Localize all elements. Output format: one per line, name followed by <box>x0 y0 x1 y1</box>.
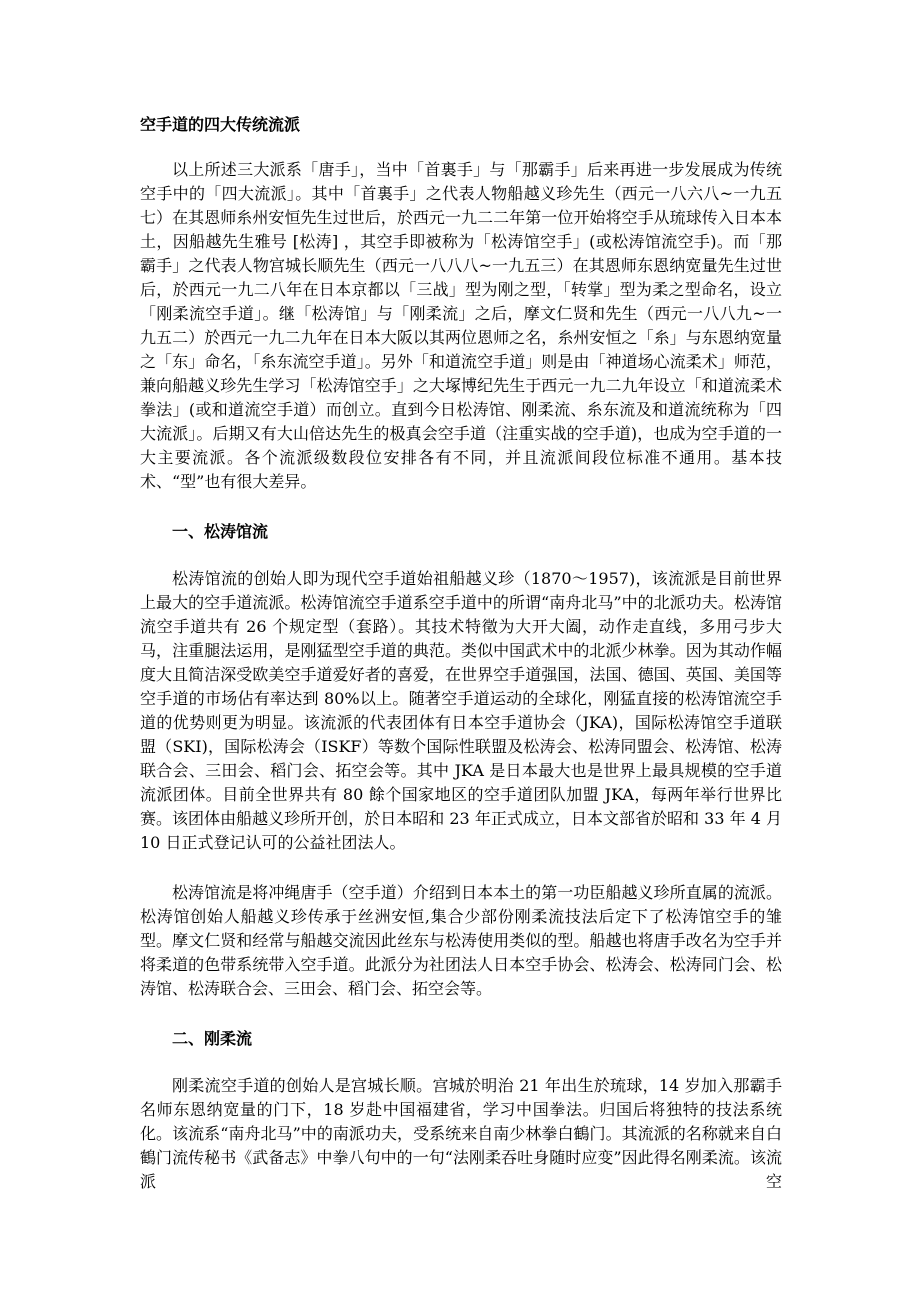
shotokan-paragraph-2: 松涛馆流是将冲绳唐手（空手道）介绍到日本本土的第一功臣船越义珍所直属的流派。松涛馆创始人船越义珍传承于丝洲安恒,集合少部份刚柔流技法后定下了松涛馆空手的雏型。摩文仁贤和经常与船越交流因此丝东与松涛使用类似的型。船越也将唐手改名为空手并将柔道的色带系统带入空手道。此派分为社团法人日本空手协会、松涛会、松涛同门会、松涛馆、松涛联合会、三田会、稻门会、拓空会等。 <box>140 883 782 998</box>
section-shotokan <box>140 520 782 1001</box>
document-title: 空手道的四大传统流派 <box>140 115 301 134</box>
shotokan-paragraph-1: 松涛馆流的创始人即为现代空手道始祖船越义珍（1870～1957)，该流派是目前世界上最大的空手道流派。松涛馆流空手道系空手道中的所谓“南舟北马”中的北派功夫。松涛馆流空手道共有 26 个规定型（套路）。其技术特徵为大开大阖，动作走直线，多用弓步大马，注重腿法运用，是刚猛型空手道的典范。类似中国武术中的北派少林拳。因为其动作幅度大且简洁深受欧美空手道爱好者的喜爱，在世界空手道强国，法国、德国、英国、美国等空手道的市场佔有率达到 80%以上。随著空手道运动的全球化，刚猛直接的松涛馆流空手道的优势则更为明显。该流派的代表团体有日本空手道协会（JKA)，国际松涛馆空手道联盟（SKI)，国际松涛会（ISKF）等数个国际性联盟及松涛会、松涛同盟会、松涛馆、松涛联合会、三田会、稻门会、拓空会等。其中 JKA 是日本最大也是世界上最具规模的空手道流派团体。目前全世界共有 80 餘个国家地区的空手道团队加盟 JKA，每两年举行世界比赛。该团体由船越义珍所开创，於日本昭和 23 年正式成立，日本文部省於昭和 33 年 4 月 10 日正式登记认可的公益社团法人。 <box>140 569 782 852</box>
section-heading-shotokan: 一、松涛馆流 <box>172 522 269 541</box>
intro-paragraph: 以上所述三大派系「唐手」，当中「首裏手」与「那霸手」后来再进一步发展成为传统空手中的「四大流派」。其中「首裏手」之代表人物船越义珍先生（西元一八六八~一九五七）在其恩师糸州安恒先生过世后，於西元一九二二年第一位开始将空手从琉球传入日本本土，因船越先生雅号 [松涛] ，其空手即被称为「松涛馆空手」(或松涛馆流空手)。而「那霸手」之代表人物宫城长顺先生（西元一八八八~一九五三）在其恩师东恩纳宽量先生过世后，於西元一九二八年在日本京都以「三战」型为刚之型，「转掌」型为柔之型命名，设立「刚柔流空手道」。继「松涛馆」与「刚柔流」之后，摩文仁贤和先生（西元一八八九~一九五二）於西元一九二九年在日本大阪以其两位恩师之名，糸州安恒之「糸」与东恩纳宽量之「东」命名，「糸东流空手道」。另外「和道流空手道」则是由「神道场心流柔术」师范，兼向船越义珍先生学习「松涛馆空手」之大塚博纪先生于西元一九二九年设立「和道流柔术拳法」(或和道流空手道）而创立。直到今日松涛馆、刚柔流、糸东流及和道流统称为「四大流派」。后期又有大山倍达先生的极真会空手道（注重实战的空手道)，也成为空手道的一大主要流派。各个流派级数段位安排各有不同，并且流派间段位标准不通用。基本技术、“型”也有很大差异。 <box>140 160 782 491</box>
section-goju <box>140 1027 782 1194</box>
section-heading-goju: 二、刚柔流 <box>172 1029 253 1048</box>
goju-paragraph-1: 刚柔流空手道的创始人是宫城长顺。宫城於明治 21 年出生於琉球，14 岁加入那霸手名师东恩纳宽量的门下，18 岁赴中国福建省，学习中国拳法。归国后将独特的技法系统化。该流系“南舟北马”中的南派功夫，受系统来自南少林拳白鶴门。其流派的名称就来自白鶴门流传秘书《武备志》中拳八句中的一句“法刚柔吞吐身随时应变”因此得名刚柔流。该流派空 <box>140 1076 782 1191</box>
document-page <box>140 113 782 1220</box>
